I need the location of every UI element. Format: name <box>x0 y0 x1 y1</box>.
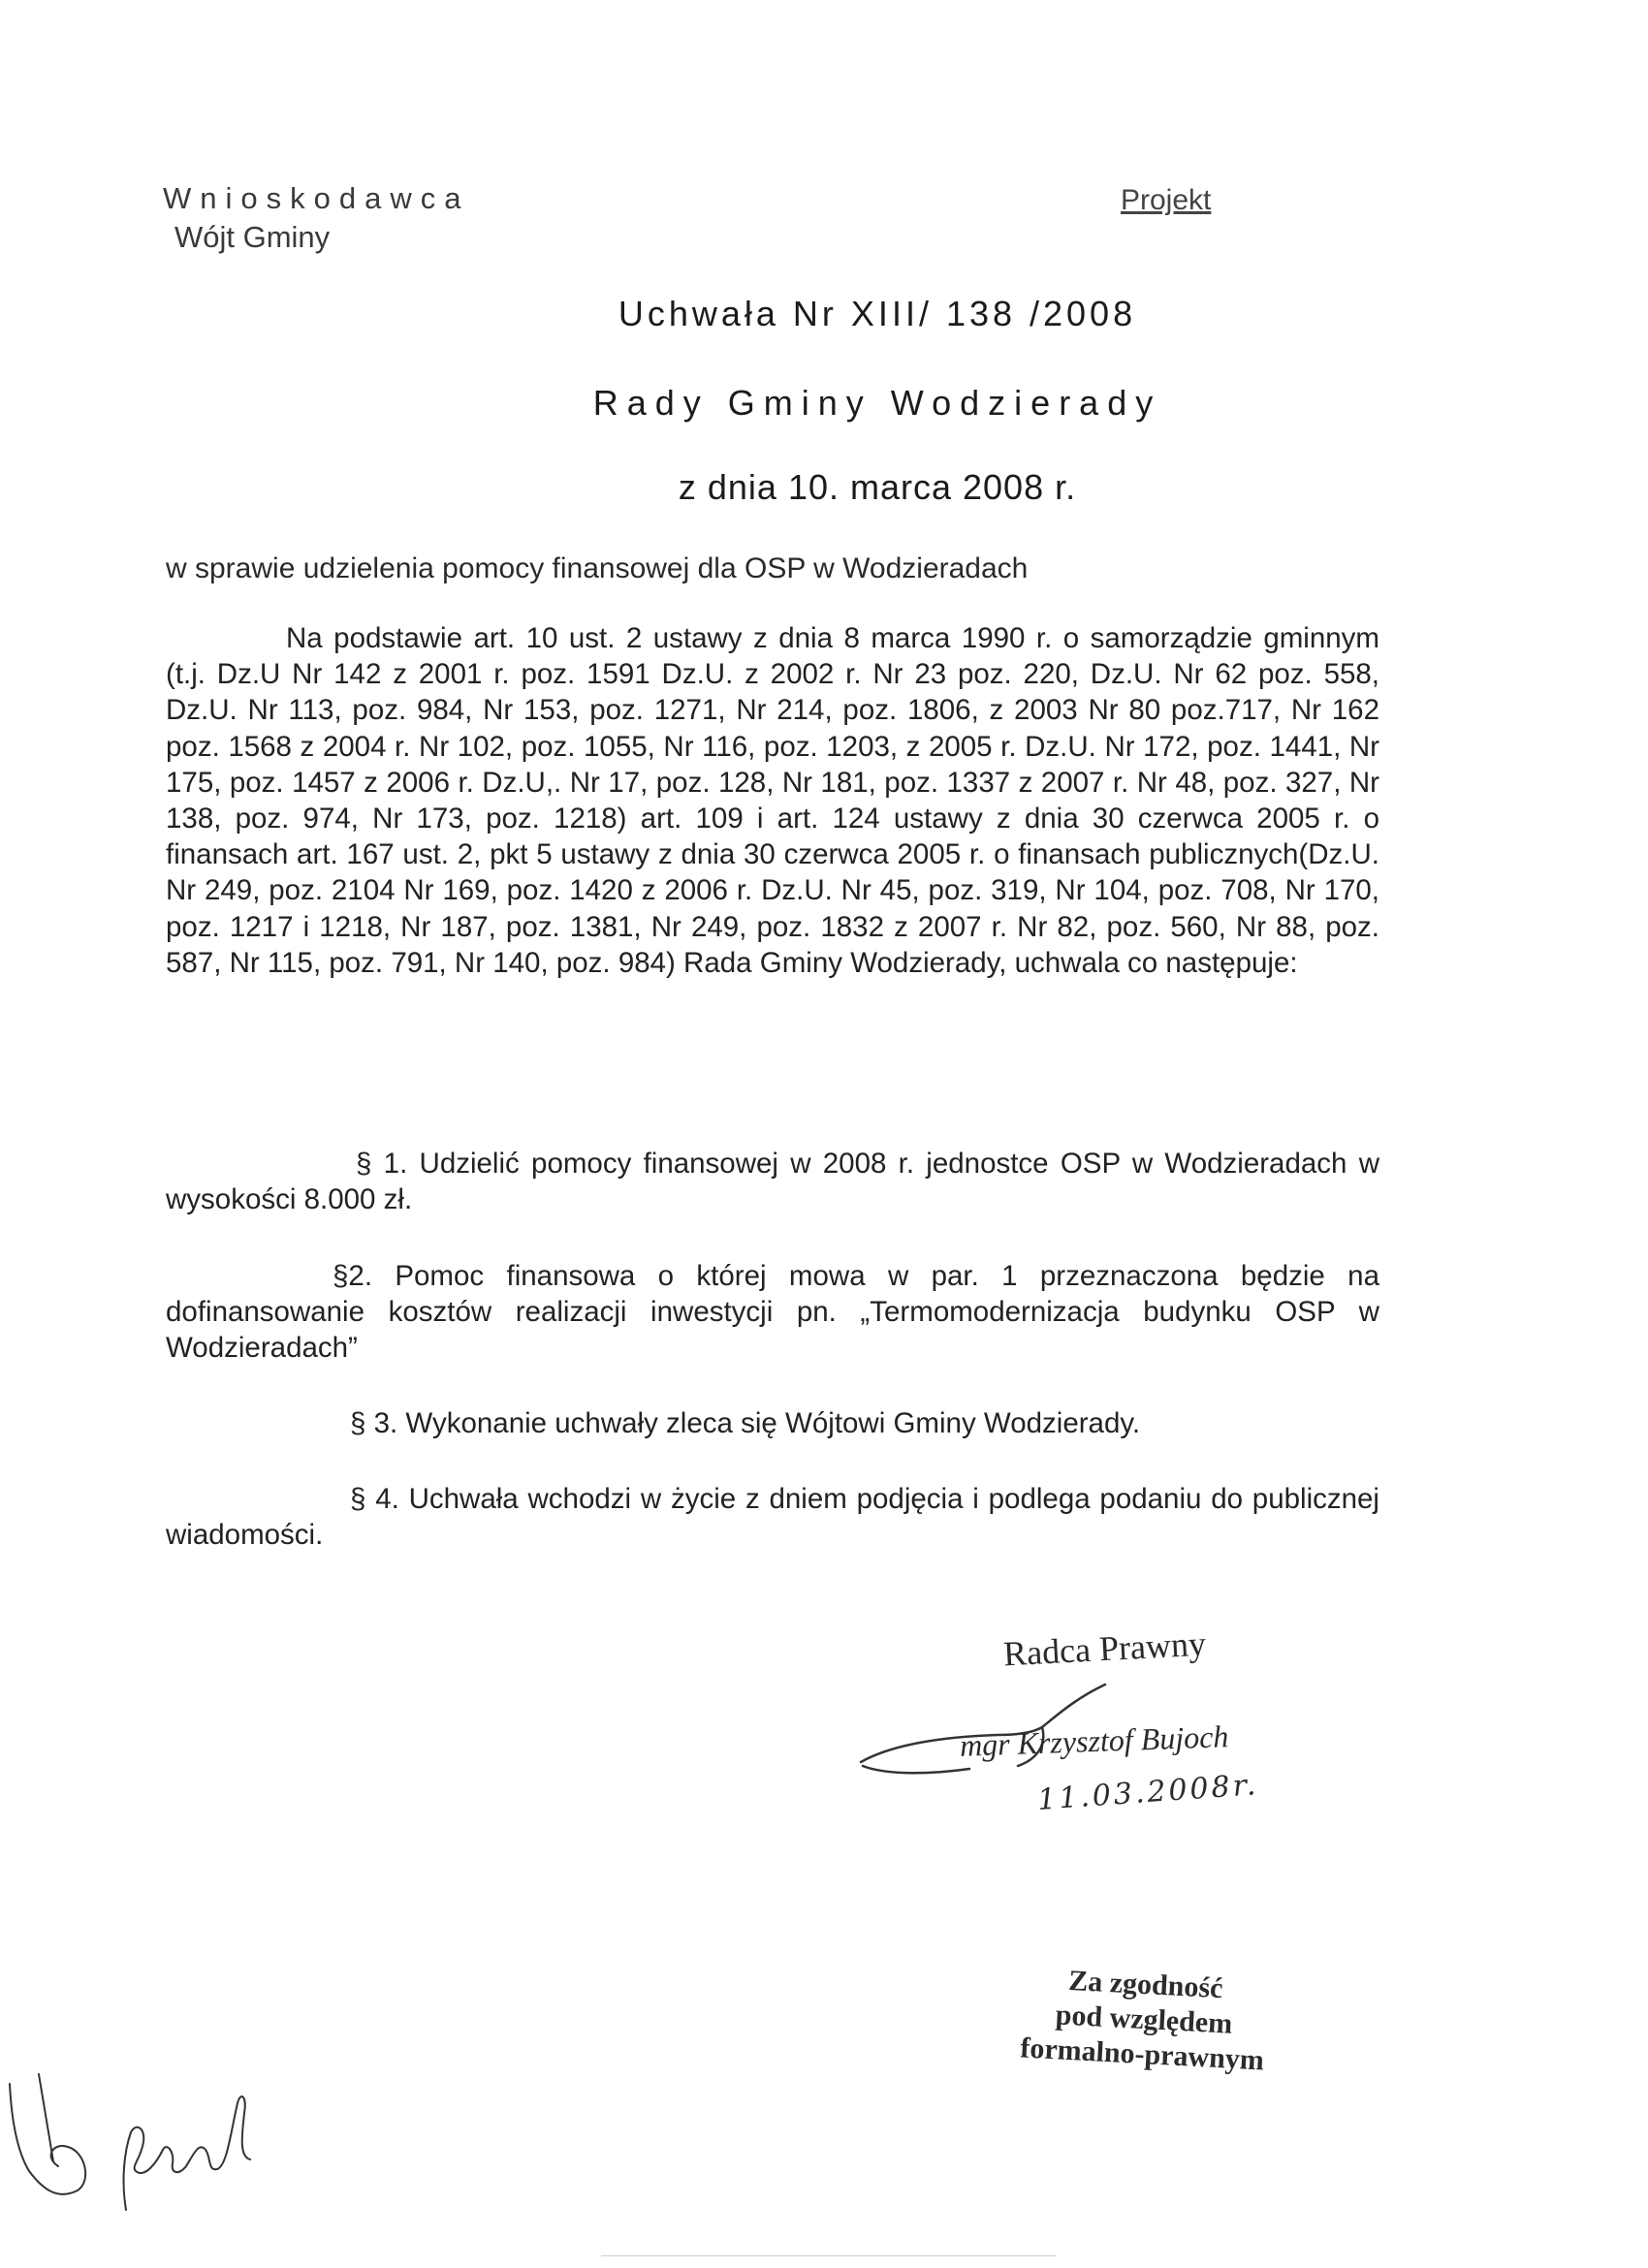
legal-advisor-stamp-title: Radca Prawny <box>1002 1623 1207 1674</box>
section-1: § 1. Udzielić pomocy finansowej w 2008 r. jednostce OSP w Wodzieradach w wysokości 8.000 zł. <box>166 1148 1379 1216</box>
resolution-date: z dnia 10. marca 2008 r. <box>678 467 1077 507</box>
legal-advisor-date: 11.03.2008r. <box>1036 1768 1260 1817</box>
legal-advisor-name: mgr Krzysztof Bujoch <box>959 1718 1229 1763</box>
conformity-stamp <box>996 1960 1291 2080</box>
applicant-block <box>163 179 469 257</box>
resolution-subject: w sprawie udzielenia pomocy finansowej dla OSP w Wodzieradach <box>166 552 1029 584</box>
draft-label: Projekt <box>1121 184 1212 216</box>
footer-divider <box>601 2255 1057 2256</box>
resolution-number: Uchwała Nr XIII/ 138 /2008 <box>618 294 1137 333</box>
legal-basis-paragraph: Na podstawie art. 10 ust. 2 ustawy z dnia 8 marca 1990 r. o samorządzie gminnym (t.j. Dz.U Nr 142 z 2001 r. poz. 1591 Dz.U. z 2002 r. Nr 23 poz. 220, Dz.U. Nr 62 poz. 558, Dz.U. Nr 113, poz. 984, Nr 153, poz. 1271, Nr 214, poz. 1806, z 2003 Nr 80 poz.717, Nr 162 poz. 1568 z 2004 r. Nr 102, poz. 1055, Nr 116, poz. 1203, z 2005 r. Dz.U. Nr 172, poz. 1441, Nr 175, poz. 1457 z 2006 r. Dz.U,. Nr 17, poz. 128, Nr 181, poz. 1337 z 2007 r. Nr 48, poz. 327, Nr 138, poz. 974, Nr 173, poz. 1218) art. 109 i art. 124 ustawy z dnia 30 czerwca 2005 r. o finansach art. 167 ust. 2, pkt 5 ustawy z dnia 30 czerwca 2005 r. o finansach publicznych(Dz.U. Nr 249, poz. 2104 Nr 169, poz. 1420 z 2006 r. Dz.U. Nr 45, poz. 319, Nr 104, poz. 708, Nr 170, poz. 1217 i 1218, Nr 187, poz. 1381, Nr 249, poz. 1832 z 2007 r. Nr 82, poz. 560, Nr 88, poz. 587, Nr 115, poz. 791, Nr 140, poz. 984) Rada Gminy Wodzierady, uchwala co następuje: <box>166 622 1379 979</box>
section-2: §2. Pomoc finansowa o której mowa w par. 1 przeznaczona będzie na dofinansowanie kosztów realizacji inwestycji pn. „Termomodernizacja budynku OSP w Wodzieradach” <box>166 1260 1379 1365</box>
conformity-line-2: pod względem <box>1055 1999 1234 2040</box>
applicant-label: Wnioskodawca <box>163 181 470 215</box>
conformity-line-1: Za zgodność <box>1067 1964 1224 2005</box>
applicant-name: Wójt Gminy <box>174 220 331 254</box>
council-name: Rady Gminy Wodzierady <box>592 383 1162 423</box>
section-3: § 3. Wykonanie uchwały zleca się Wójtowi Gminy Wodzierady. <box>350 1407 1141 1439</box>
initials-signature <box>0 2045 310 2239</box>
conformity-line-3: formalno-prawnym <box>1019 2032 1265 2077</box>
section-4: § 4. Uchwała wchodzi w życie z dniem podjęcia i podlega podaniu do publicznej wiadomości. <box>166 1483 1379 1552</box>
